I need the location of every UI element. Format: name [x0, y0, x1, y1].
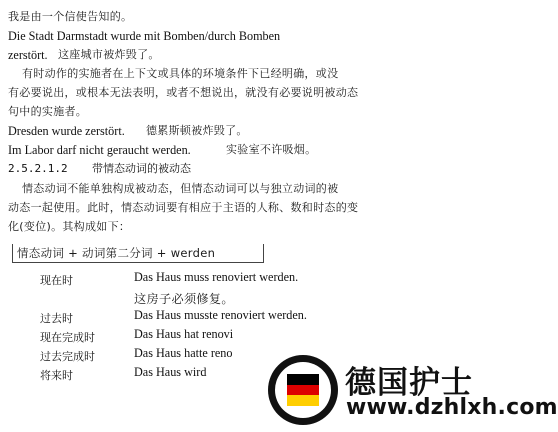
text-paragraph-2c: 化(变位)。其构成如下： — [8, 220, 131, 233]
text-paragraph-2b: 动态一起使用。此时，情态动词要有相应于主语的人称、数和时态的变 — [8, 201, 359, 214]
example-dresden-translation: 德累斯顿被炸毁了。 — [146, 124, 248, 137]
example-present: Das Haus muss renoviert werden. — [134, 270, 299, 284]
formula-text: 情态动词 + 动词第二分词 + werden — [17, 246, 216, 260]
flag-stripe-red — [287, 385, 319, 396]
tense-future: 将来时 — [40, 369, 73, 382]
tense-past: 过去时 — [40, 312, 73, 325]
watermark-logo — [268, 355, 558, 432]
example-future: Das Haus wird — [134, 365, 207, 379]
tense-present-perfect: 现在完成时 — [40, 331, 95, 344]
text-paragraph-1b: 有必要说出，或根本无法表明，或者不想说出，就没有必要说明被动态 — [8, 86, 359, 99]
text-line-1: 我是由一个信使告知的。 — [8, 10, 133, 23]
text-line-3-translation: 这座城市被炸毁了。 — [58, 48, 160, 61]
text-paragraph-2a: 情态动词不能单独构成被动态，但情态动词可以与独立动词的被 — [22, 182, 339, 195]
text-paragraph-1a: 有时动作的实施者在上下文或具体的环境条件下已经明确，或没 — [22, 67, 339, 80]
tense-past-perfect: 过去完成时 — [40, 350, 95, 363]
tense-present: 现在时 — [40, 274, 73, 287]
flag-stripe-gold — [287, 395, 319, 406]
text-paragraph-1c: 句中的实施者。 — [8, 105, 88, 118]
watermark-url: www.dzhlxh.com — [346, 395, 558, 420]
section-heading: 带情态动词的被动态 — [92, 162, 191, 175]
formula-box — [12, 244, 264, 263]
example-past-perfect: Das Haus hatte reno — [134, 346, 233, 360]
flag-stripe-black — [287, 374, 319, 385]
example-labor-translation: 实验室不许吸烟。 — [226, 143, 317, 156]
example-present-translation: 这房子必须修复。 — [134, 292, 234, 306]
text-line-2: Die Stadt Darmstadt wurde mit Bomben/durch Bomben — [8, 29, 281, 43]
text-line-3: zerstört. — [8, 48, 48, 62]
example-labor: Im Labor darf nicht geraucht werden. — [8, 143, 191, 157]
example-present-perfect: Das Haus hat renovi — [134, 327, 234, 341]
section-number: 2.5.2.1.2 — [8, 162, 68, 175]
watermark-title: 德国护士 — [345, 365, 473, 401]
example-past: Das Haus musste renoviert werden. — [134, 308, 307, 322]
german-flag-icon — [287, 374, 319, 406]
example-dresden: Dresden wurde zerstört. — [8, 124, 125, 138]
